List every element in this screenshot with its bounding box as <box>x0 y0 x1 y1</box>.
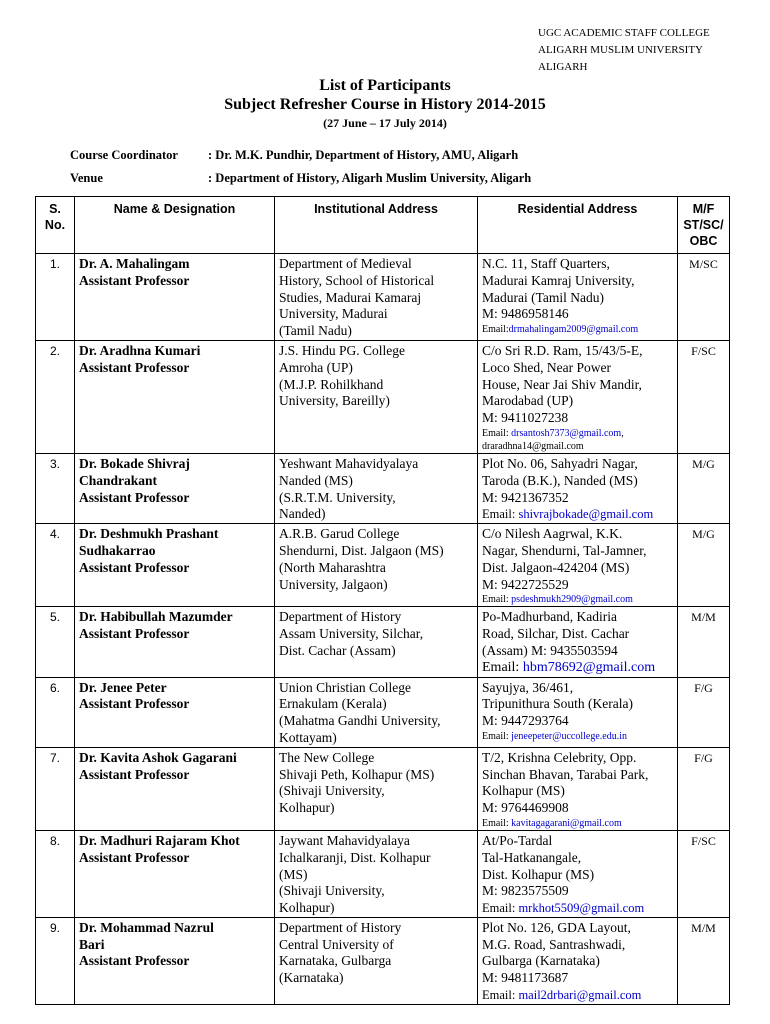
line: Loco Shed, Near Power <box>482 359 611 375</box>
category: F/SC <box>678 340 730 453</box>
col-inst-header: Institutional Address <box>275 197 478 254</box>
line: (Mahatma Gandhi University, <box>279 713 441 729</box>
line: Dr. Mohammad Nazrul <box>79 919 214 935</box>
line: Dr. Kavita Ashok Gagarani <box>79 749 237 765</box>
line: M: 9481173687 <box>482 970 569 986</box>
institutional-address <box>275 830 478 917</box>
line: Assistant Professor <box>79 696 190 712</box>
line: House, Near Jai Shiv Mandir, <box>482 376 642 392</box>
line: Dist. Kolhapur (MS) <box>482 866 595 882</box>
header-line-2: ALIGARH MUSLIM UNIVERSITY <box>538 44 703 56</box>
serial-number: 5. <box>36 607 75 677</box>
line: Dr. Habibullah Mazumder <box>79 609 233 625</box>
residential-address <box>478 254 678 341</box>
name-designation <box>75 677 275 747</box>
email-line: Email: mrkhot5509@gmail.com <box>482 901 645 916</box>
line: Tripunithura South (Kerala) <box>482 696 633 712</box>
line: C/o Sri R.D. Ram, 15/43/5-E, <box>482 342 643 358</box>
email-link[interactable]: mrkhot5509@gmail.com <box>518 901 645 916</box>
category: F/G <box>678 747 730 830</box>
name-designation <box>75 917 275 1004</box>
residential-address <box>478 830 678 917</box>
line: Dr. Bokade Shivraj <box>79 455 190 471</box>
table-row <box>36 677 730 747</box>
line: M: 9486958146 <box>482 306 569 322</box>
email-line: Email: mail2drbari@gmail.com <box>482 988 642 1003</box>
institutional-address <box>275 254 478 341</box>
line: Department of Medieval <box>279 256 412 271</box>
line: Assistant Professor <box>79 626 190 642</box>
line: Shivaji Peth, Kolhapur (MS) <box>279 766 435 782</box>
line: Department of History <box>279 609 402 625</box>
serial-number: 6. <box>36 677 75 747</box>
page-title: List of Participants <box>319 77 451 94</box>
line: Assam University, Silchar, <box>279 626 424 642</box>
line: Po-Madhurband, Kadiria <box>482 609 617 625</box>
col-sno-header: S. No. <box>36 197 75 254</box>
line: Sayujya, 36/461, <box>482 679 574 695</box>
line: Assistant Professor <box>79 559 190 575</box>
header-line-1: UGC ACADEMIC STAFF COLLEGE <box>538 27 710 39</box>
table-body <box>36 254 730 1005</box>
college-header <box>538 25 710 76</box>
email-link[interactable]: drsantosh7373@gmail.com <box>511 427 622 439</box>
line: Union Christian College <box>279 679 411 695</box>
line: History, School of Historical <box>279 272 435 288</box>
line: Road, Silchar, Dist. Cachar <box>482 626 630 642</box>
line: Jaywant Mahavidyalaya <box>279 832 410 848</box>
line: At/Po-Tardal <box>482 832 553 848</box>
name-designation <box>75 607 275 677</box>
email-line: Email:drmahalingam2009@gmail.com <box>482 324 639 336</box>
residential-address <box>478 524 678 607</box>
line: Dr. Jenee Peter <box>79 679 167 695</box>
table-row <box>36 830 730 917</box>
name-designation <box>75 524 275 607</box>
table-row <box>36 340 730 453</box>
institutional-address <box>275 453 478 523</box>
email-link[interactable]: kavitagagarani@gmail.com <box>511 817 622 829</box>
page-subtitle: Subject Refresher Course in History 2014-2015 <box>224 96 546 113</box>
residential-address <box>478 340 678 453</box>
table-row <box>36 917 730 1004</box>
serial-number: 9. <box>36 917 75 1004</box>
table-row <box>36 453 730 523</box>
venue-line <box>70 171 531 186</box>
line: Dist. Cachar (Assam) <box>279 642 396 658</box>
line: M.G. Road, Santrashwadi, <box>482 936 626 952</box>
line: Assistant Professor <box>79 489 190 505</box>
line: Madurai Kamraj University, <box>482 272 635 288</box>
line: Assistant Professor <box>79 953 190 969</box>
email-line: Email: drsantosh7373@gmail.com, draradhna14@gmail.com <box>482 427 624 452</box>
line: Assistant Professor <box>79 849 190 865</box>
line: Shendurni, Dist. Jalgaon (MS) <box>279 542 444 558</box>
line: Kottayam) <box>279 729 337 745</box>
institutional-address <box>275 607 478 677</box>
line: (M.J.P. Rohilkhand <box>279 376 384 392</box>
venue-label: Venue <box>70 171 103 185</box>
line: (Tamil Nadu) <box>279 323 352 339</box>
email-link[interactable]: jeneepeter@uccollege.edu.in <box>511 730 627 742</box>
line: Ernakulam (Kerala) <box>279 696 387 712</box>
serial-number: 7. <box>36 747 75 830</box>
institutional-address <box>275 340 478 453</box>
email-line: Email: hbm78692@gmail.com <box>482 659 656 675</box>
table-row <box>36 524 730 607</box>
line: Nanded) <box>279 506 326 522</box>
line: Chandrakant <box>79 472 158 488</box>
line: (Shivaji University, <box>279 783 385 799</box>
line: Bari <box>79 936 105 952</box>
line: Ichalkaranji, Dist. Kolhapur <box>279 849 431 865</box>
residential-address <box>478 607 678 677</box>
category: M/SC <box>678 254 730 341</box>
line: Taroda (B.K.), Nanded (MS) <box>482 472 638 488</box>
line: N.C. 11, Staff Quarters, <box>482 256 610 271</box>
institutional-address <box>275 917 478 1004</box>
header-line-3: ALIGARH <box>538 61 588 73</box>
institutional-address <box>275 677 478 747</box>
line: Dr. Madhuri Rajaram Khot <box>79 832 240 848</box>
line: Central University of <box>279 936 394 952</box>
course-dates: (27 June – 17 July 2014) <box>323 116 447 130</box>
residential-address <box>478 917 678 1004</box>
line: The New College <box>279 749 375 765</box>
line: M: 9764469908 <box>482 800 569 816</box>
table-row <box>36 747 730 830</box>
email-link[interactable]: mail2drbari@gmail.com <box>518 988 642 1003</box>
line: Yeshwant Mahavidyalaya <box>279 455 419 471</box>
email-link[interactable]: shivrajbokade@gmail.com <box>518 507 654 522</box>
line: University, Jalgaon) <box>279 576 388 592</box>
line: Gulbarga (Karnataka) <box>482 953 600 969</box>
email-line: Email: kavitagagarani@gmail.com <box>482 817 622 829</box>
line: Kolhapur (MS) <box>482 783 565 799</box>
name-designation <box>75 254 275 341</box>
line: University, Madurai <box>279 306 388 322</box>
line: Assistant Professor <box>79 766 190 782</box>
email-link[interactable]: drmahalingam2009@gmail.com <box>508 324 639 336</box>
email-line: Email: jeneepeter@uccollege.edu.in <box>482 730 627 742</box>
category: M/M <box>678 607 730 677</box>
table-row <box>36 254 730 341</box>
line: (MS) <box>279 866 308 882</box>
line: Plot No. 126, GDA Layout, <box>482 919 631 935</box>
line: Department of History <box>279 919 402 935</box>
line: Dr. Deshmukh Prashant <box>79 526 219 542</box>
line: (North Maharashtra <box>279 559 386 575</box>
line: (Shivaji University, <box>279 883 385 899</box>
venue-value: : Department of History, Aligarh Muslim University, Aligarh <box>208 171 532 185</box>
line: J.S. Hindu PG. College <box>279 342 406 358</box>
name-designation <box>75 747 275 830</box>
col-name-header: Name & Designation <box>75 197 275 254</box>
email-line: Email: shivrajbokade@gmail.com <box>482 507 654 522</box>
line: Nagar, Shendurni, Tal-Jamner, <box>482 542 647 558</box>
name-designation <box>75 453 275 523</box>
category: F/G <box>678 677 730 747</box>
line: M: 9422725529 <box>482 576 569 592</box>
serial-number: 8. <box>36 830 75 917</box>
line: Kolhapur) <box>279 800 335 816</box>
line: Dr. A. Mahalingam <box>79 256 190 271</box>
line: A.R.B. Garud College <box>279 526 400 542</box>
col-cat-header: M/F ST/SC/ OBC <box>678 197 730 254</box>
email-link[interactable]: hbm78692@gmail.com <box>522 659 656 675</box>
name-designation <box>75 340 275 453</box>
line: Assistant Professor <box>79 359 190 375</box>
line: M: 9823575509 <box>482 883 569 899</box>
residential-address <box>478 677 678 747</box>
line: Tal-Hatkanangale, <box>482 849 582 865</box>
line: Sudhakarrao <box>79 542 156 558</box>
coordinator-label: Course Coordinator <box>70 148 178 162</box>
category: M/M <box>678 917 730 1004</box>
line: Assistant Professor <box>79 272 190 288</box>
category: F/SC <box>678 830 730 917</box>
line: Nanded (MS) <box>279 472 353 488</box>
name-designation <box>75 830 275 917</box>
serial-number: 4. <box>36 524 75 607</box>
table-row <box>36 607 730 677</box>
line: C/o Nilesh Aagrwal, K.K. <box>482 526 623 542</box>
serial-number: 3. <box>36 453 75 523</box>
line: Studies, Madurai Kamaraj <box>279 289 422 305</box>
participants-table <box>35 196 730 1005</box>
email-link[interactable]: psdeshmukh2909@gmail.com <box>511 594 633 606</box>
line: Kolhapur) <box>279 900 335 916</box>
serial-number: 2. <box>36 340 75 453</box>
line: Sinchan Bhavan, Tarabai Park, <box>482 766 649 782</box>
line: Amroha (UP) <box>279 359 353 375</box>
residential-address <box>478 747 678 830</box>
line: Marodabad (UP) <box>482 393 574 409</box>
coordinator-line <box>70 148 518 163</box>
col-res-header: Residential Address <box>478 197 678 254</box>
line: T/2, Krishna Celebrity, Opp. <box>482 749 637 765</box>
line: University, Bareilly) <box>279 393 390 409</box>
line: (Assam) M: 9435503594 <box>482 642 618 658</box>
table-header-row <box>36 197 730 254</box>
line: (S.R.T.M. University, <box>279 489 396 505</box>
email-line: Email: psdeshmukh2909@gmail.com <box>482 594 633 606</box>
line: Plot No. 06, Sahyadri Nagar, <box>482 455 638 471</box>
line: Dist. Jalgaon-424204 (MS) <box>482 559 630 575</box>
institutional-address <box>275 747 478 830</box>
line: (Karnataka) <box>279 970 344 986</box>
line: M: 9411027238 <box>482 410 569 426</box>
line: M: 9421367352 <box>482 489 569 505</box>
residential-address <box>478 453 678 523</box>
serial-number: 1. <box>36 254 75 341</box>
line: M: 9447293764 <box>482 713 569 729</box>
coordinator-value: : Dr. M.K. Pundhir, Department of History, AMU, Aligarh <box>208 148 519 162</box>
category: M/G <box>678 453 730 523</box>
line: Madurai (Tamil Nadu) <box>482 289 605 305</box>
institutional-address <box>275 524 478 607</box>
category: M/G <box>678 524 730 607</box>
line: Karnataka, Gulbarga <box>279 953 392 969</box>
line: Dr. Aradhna Kumari <box>79 342 201 358</box>
